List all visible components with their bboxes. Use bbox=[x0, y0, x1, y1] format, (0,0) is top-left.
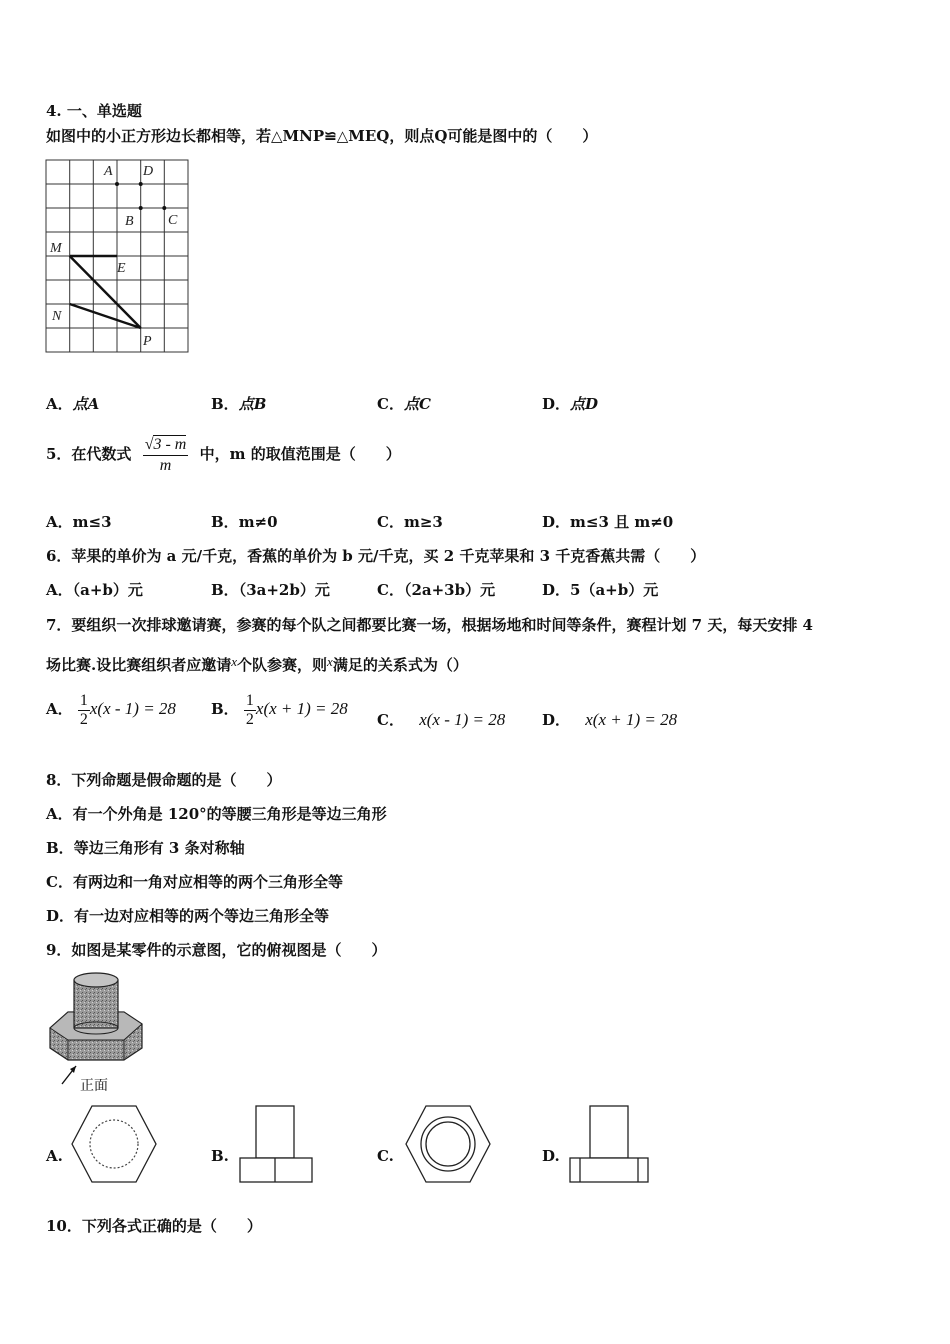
q5-option-c[interactable]: C．m≥3 bbox=[377, 513, 443, 531]
q5-stem: 5．在代数式 $\frac{√3 - m}{m}$ 中，m 的取值范围是（ ） bbox=[46, 435, 401, 474]
q8-option-c[interactable]: C．有两边和一角对应相等的两个三角形全等 bbox=[46, 873, 343, 891]
option-d-front-view bbox=[568, 1104, 652, 1184]
q4-grid-figure bbox=[44, 158, 194, 358]
section-title: 一、单选题 bbox=[66, 102, 142, 120]
q6-option-c[interactable]: C．（2a+3b）元 bbox=[377, 581, 496, 599]
q7-option-c[interactable]: C． x(x - 1) = 28 bbox=[377, 710, 506, 729]
q5-option-b[interactable]: B．m≠0 bbox=[211, 513, 278, 531]
q8-stem: 8．下列命题是假命题的是（ ） bbox=[46, 771, 282, 789]
q6-option-a[interactable]: A．（a+b）元 bbox=[46, 581, 143, 599]
q5-option-a[interactable]: A．m≤3 bbox=[46, 513, 112, 531]
q9-option-d[interactable]: D. bbox=[542, 1147, 560, 1165]
front-label: 正面 bbox=[80, 1078, 108, 1094]
label-M: M bbox=[50, 241, 62, 256]
q7-line2: 场比赛.设比赛组织者应邀请x个队参赛，则x满足的关系式为（） bbox=[46, 654, 468, 674]
q7-option-b[interactable]: B． $\frac{1}{2}$ x(x + 1) = 28 bbox=[211, 691, 348, 728]
option-b-front-view bbox=[238, 1104, 316, 1184]
label-D: D bbox=[143, 164, 154, 179]
q7-option-d[interactable]: D． x(x + 1) = 28 bbox=[542, 710, 678, 729]
option-a-hexagon-dashed-circle bbox=[68, 1102, 160, 1186]
q4-stem: 如图中的小正方形边长都相等，若△MNP≌△MEQ，则点Q可能是图中的（ ） bbox=[46, 127, 598, 145]
q6-option-b[interactable]: B．（3a+2b）元 bbox=[211, 581, 330, 599]
label-B: B bbox=[125, 214, 134, 229]
q9-option-a[interactable]: A. bbox=[46, 1147, 63, 1165]
q10-stem: 10．下列各式正确的是（ ） bbox=[46, 1217, 262, 1235]
q4-option-c[interactable]: C．点C bbox=[377, 395, 431, 413]
q4-option-d[interactable]: D．点D bbox=[542, 395, 599, 413]
q4-option-a[interactable]: A．点A bbox=[46, 395, 100, 413]
label-N: N bbox=[52, 309, 62, 324]
q8-option-d[interactable]: D．有一边对应相等的两个等边三角形全等 bbox=[46, 907, 330, 925]
q8-option-a[interactable]: A．有一个外角是 120°的等腰三角形是等边三角形 bbox=[46, 805, 387, 823]
q6-stem: 6．苹果的单价为 a 元/千克，香蕉的单价为 b 元/千克，买 2 千克苹果和 3 千克香蕉共需（ ） bbox=[46, 547, 706, 565]
label-P: P bbox=[143, 334, 152, 349]
q7-option-a[interactable]: A． $\frac{1}{2}$ x(x - 1) = 28 bbox=[46, 691, 176, 728]
q9-stem: 9．如图是某零件的示意图，它的俯视图是（ ） bbox=[46, 941, 387, 959]
q8-option-b[interactable]: B．等边三角形有 3 条对称轴 bbox=[46, 839, 245, 857]
option-c-hexagon-circle bbox=[402, 1102, 494, 1186]
q9-option-c[interactable]: C. bbox=[377, 1147, 394, 1165]
label-C: C bbox=[168, 213, 178, 228]
q9-option-b[interactable]: B. bbox=[211, 1147, 229, 1165]
label-A: A bbox=[104, 164, 113, 179]
q5-fraction: $\frac{√3 - m}{m}$ bbox=[144, 435, 187, 474]
q9-part-illustration bbox=[46, 968, 146, 1094]
label-E: E bbox=[117, 261, 126, 276]
section-heading bbox=[46, 101, 142, 121]
q6-option-d[interactable]: D．5（a+b）元 bbox=[542, 581, 659, 599]
question-number: 4. bbox=[46, 102, 62, 120]
q7-line1: 7．要组织一次排球邀请赛，参赛的每个队之间都要比赛一场，根据场地和时间等条件，赛程计划 7 天，每天安排 4 bbox=[46, 616, 813, 634]
q5-option-d[interactable]: D．m≤3 且 m≠0 bbox=[542, 513, 674, 531]
q4-option-b[interactable]: B．点B bbox=[211, 395, 267, 413]
